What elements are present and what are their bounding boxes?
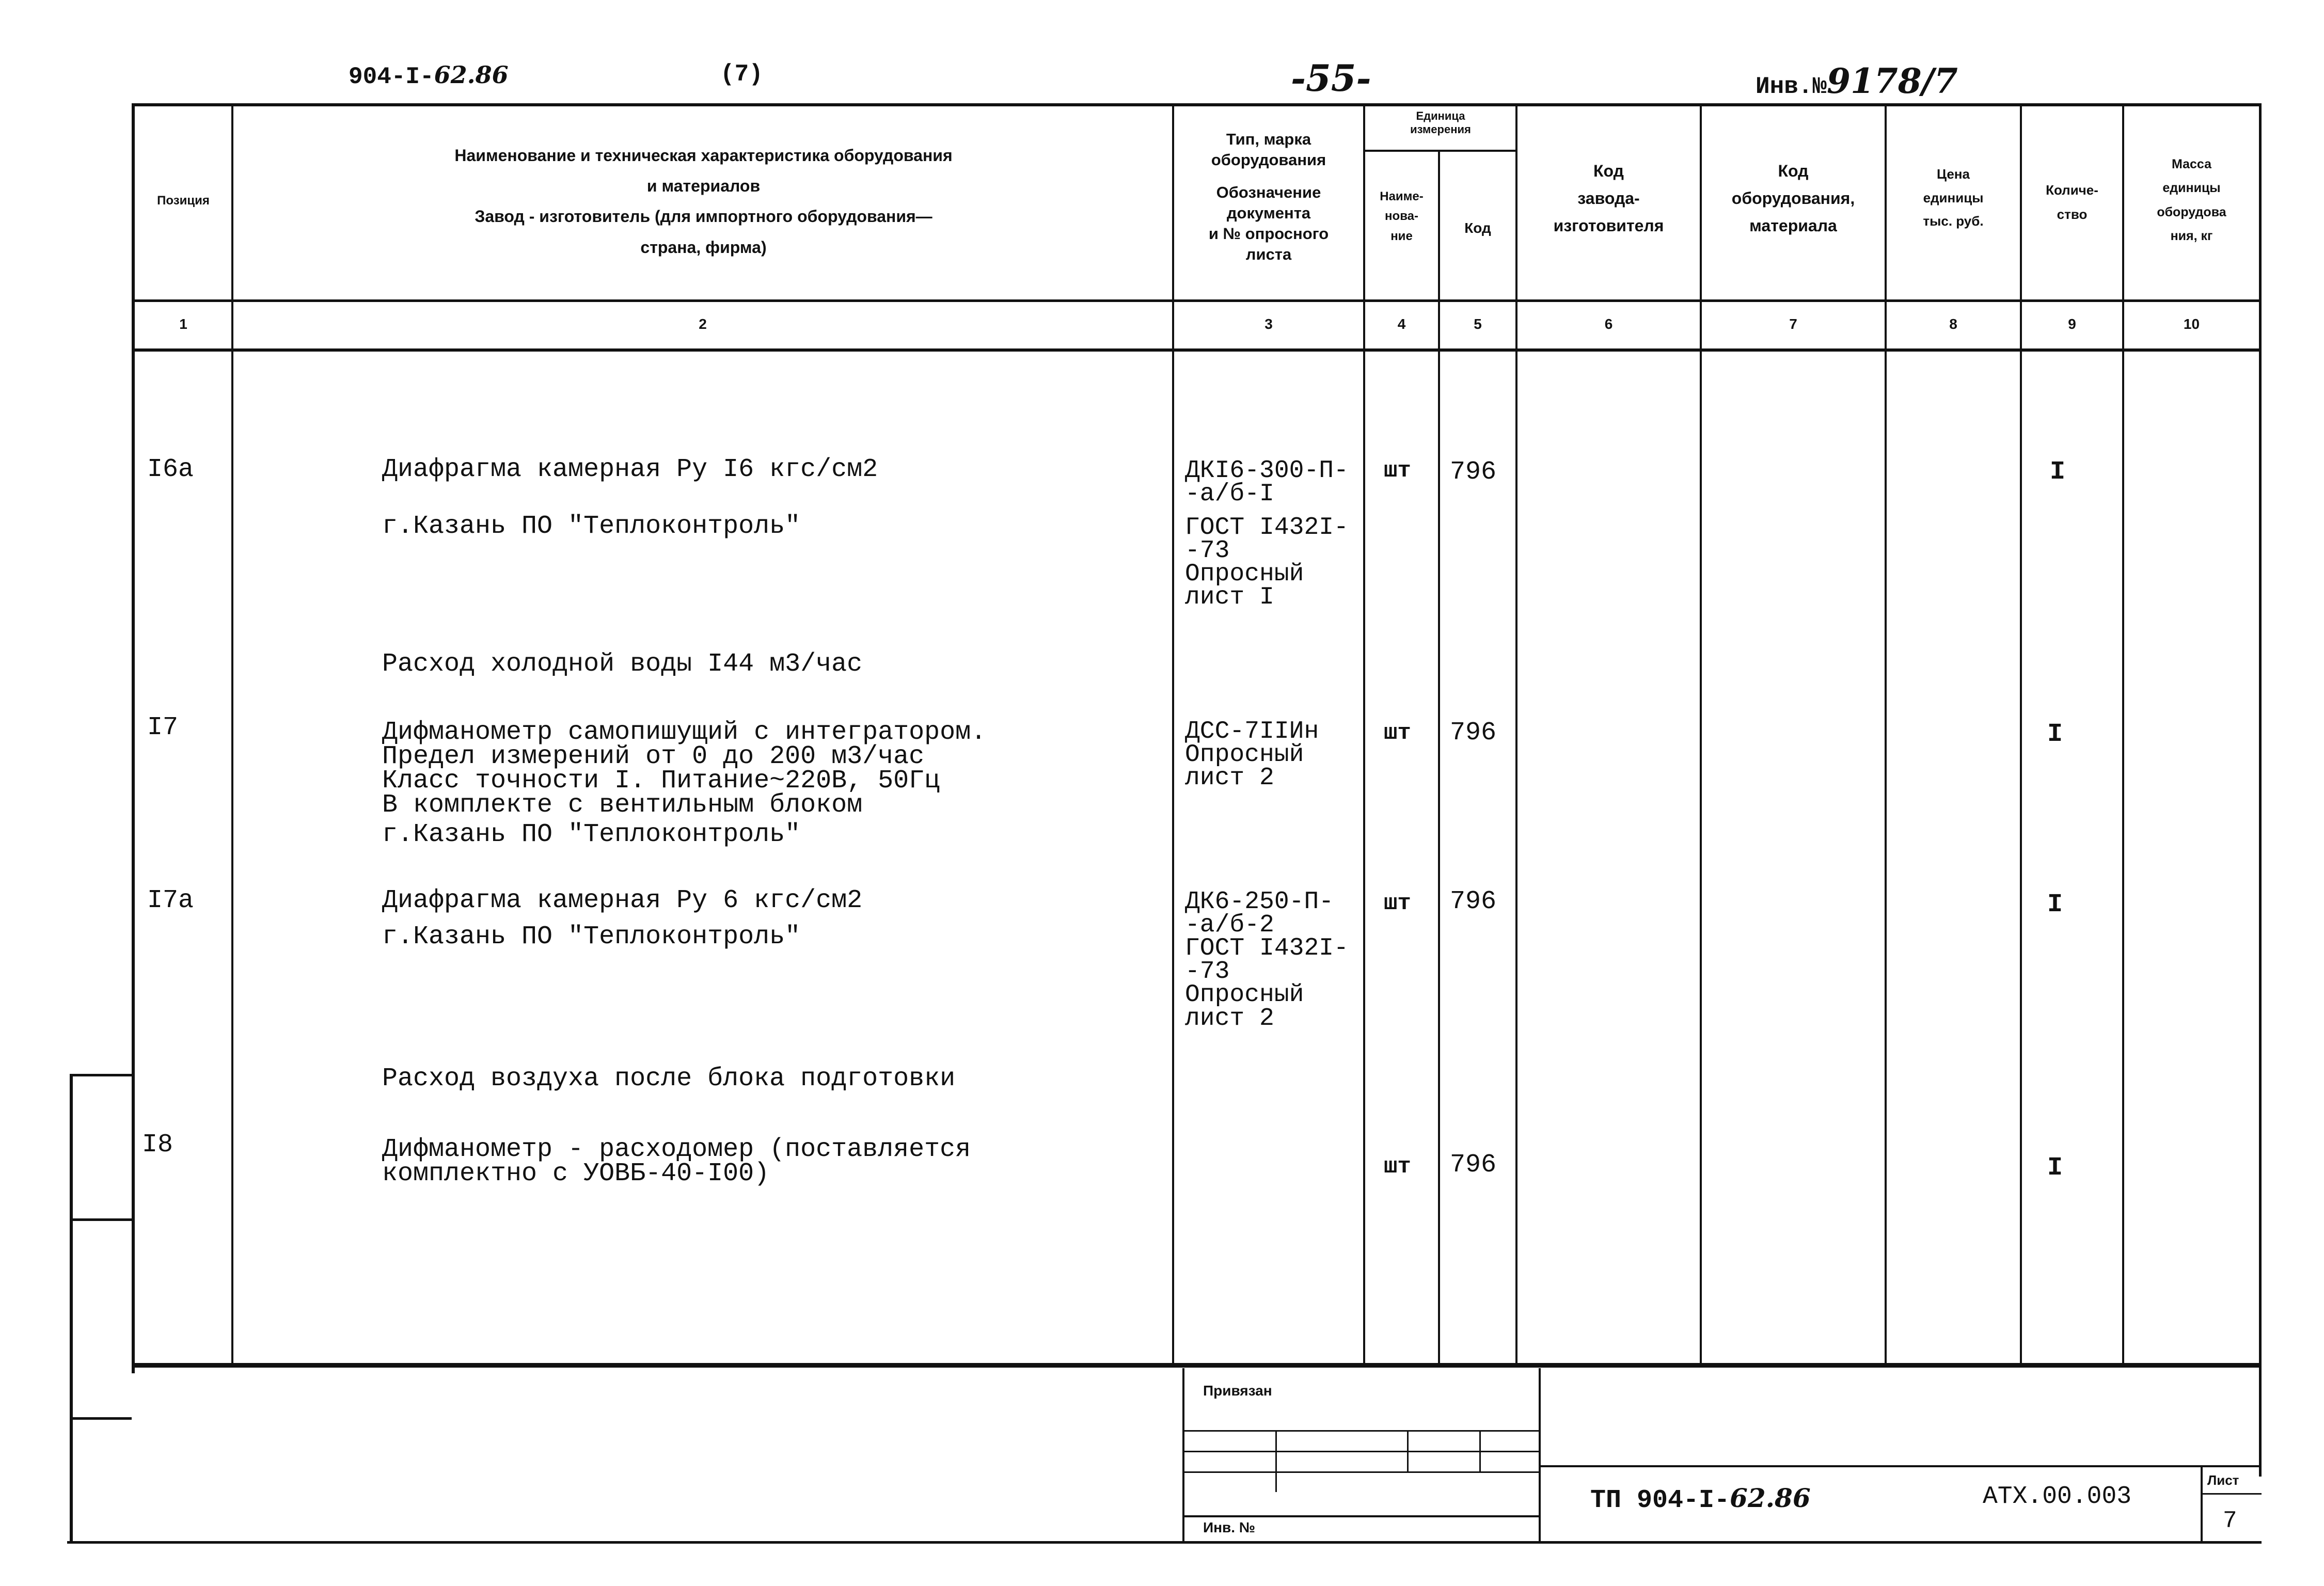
row-unit: шт — [1384, 458, 1411, 484]
header-unit-mass — [2124, 152, 2259, 248]
row-unit: шт — [1384, 891, 1411, 916]
header-unit-name — [1365, 187, 1438, 246]
header-unit-name-line1: Наиме- — [1380, 189, 1424, 203]
header-equip-line2: оборудования, — [1731, 188, 1855, 208]
row-quantity: I — [2047, 890, 2063, 919]
header-type-line1: Тип, марка — [1226, 130, 1311, 148]
row-unit-code: 796 — [1450, 887, 1497, 916]
row-standard: ГОСТ I432I- -73 Опросный лист I — [1185, 514, 1349, 612]
header-position: Позиция — [157, 194, 210, 208]
stamp-document-code — [1590, 1483, 1811, 1515]
row-maker: г.Казань ПО "Теплоконтроль" — [382, 512, 801, 541]
row-type: ДКI6-300-П- -а/б-I — [1185, 457, 1349, 509]
column-number-3: 3 — [1264, 316, 1273, 332]
section-heading: Расход воздуха после блока подготовки — [382, 1064, 956, 1093]
stamp-sheet-number: 7 — [2223, 1508, 2237, 1534]
stamp-document-handwritten: 62.86 — [1730, 1483, 1811, 1513]
header-type-line5: и № опросного — [1208, 225, 1329, 243]
header-mass-line4: ния, кг — [2170, 228, 2213, 243]
header-mfr-line3: изготовителя — [1553, 216, 1664, 235]
header-price-line3: тыс. руб. — [1923, 213, 1984, 229]
row-quantity: I — [2047, 1153, 2063, 1183]
row-name: Дифманометр самопишущий с интегратором. Предел измерений от 0 до 200 м3/час Класс точности I. Питание~220В, 50Гц В комплекте с вентильным блоком — [382, 718, 987, 820]
part-number: (7) — [720, 61, 763, 88]
header-mass-line1: Масса — [2171, 157, 2212, 171]
row-quantity: I — [2047, 720, 2063, 749]
header-unit-price — [1887, 163, 2020, 233]
header-name-line2: и материалов — [646, 177, 761, 196]
header-name-line1: Наименование и техническая характеристика оборудования — [454, 146, 953, 165]
header-type-line3: Обозначение — [1216, 183, 1321, 201]
row-position: I6a — [147, 455, 194, 484]
document-code-prefix: 904-I- — [349, 64, 434, 90]
header-mfr-line2: завода- — [1577, 188, 1640, 208]
header-type-line6: листа — [1245, 245, 1292, 264]
stamp-document-prefix: ТП 904-I- — [1590, 1486, 1730, 1515]
header-equipment-code — [1702, 157, 1885, 239]
header-unit — [1364, 109, 1517, 137]
column-number-9: 9 — [2068, 316, 2076, 332]
header-mass-line2: единицы — [2162, 181, 2221, 196]
header-price-line2: единицы — [1923, 189, 1984, 205]
row-position: I7 — [147, 713, 179, 742]
header-type-line4: документа — [1226, 203, 1311, 222]
header-qty-line2: ство — [2057, 206, 2088, 222]
row-maker: г.Казань ПО "Теплоконтроль" — [382, 820, 801, 849]
header-equip-line1: Код — [1778, 162, 1809, 180]
row-maker: г.Казань ПО "Теплоконтроль" — [382, 922, 801, 951]
column-number-7: 7 — [1789, 316, 1797, 332]
column-number-1: 1 — [179, 316, 187, 332]
row-unit-code: 796 — [1450, 718, 1497, 748]
row-unit: шт — [1384, 1154, 1411, 1180]
row-name: Диафрагма камерная Ру 6 кгс/см2 — [382, 886, 863, 915]
row-unit-code: 796 — [1450, 457, 1497, 487]
column-number-6: 6 — [1604, 316, 1613, 332]
header-unit-name-line3: ние — [1390, 229, 1413, 243]
row-name: Диафрагма камерная Ру I6 кгс/см2 — [382, 455, 878, 484]
row-position: I7a — [147, 886, 194, 915]
header-type-mark — [1174, 129, 1363, 265]
header-unit-code: Код — [1464, 220, 1491, 236]
column-number-10: 10 — [2183, 316, 2200, 332]
inventory-number — [1756, 61, 1958, 101]
inventory-handwritten: 9178/7 — [1827, 61, 1958, 101]
header-mass-line3: оборудова — [2157, 204, 2226, 219]
page-number: -55- — [1291, 57, 1371, 100]
column-number-5: 5 — [1474, 316, 1482, 332]
document-code — [349, 61, 509, 90]
header-type-line2: оборудования — [1211, 151, 1326, 169]
section-heading: Расход холодной воды I44 м3/час — [382, 649, 863, 679]
document-code-handwritten: 62.86 — [434, 61, 509, 89]
stamp-inventory-no: Инв. № — [1203, 1519, 1256, 1535]
row-position: I8 — [142, 1130, 173, 1160]
column-number-4: 4 — [1397, 316, 1406, 332]
inventory-label: Инв.№ — [1756, 73, 1827, 100]
header-price-line1: Цена — [1937, 166, 1970, 182]
header-unit-line1: Единица — [1416, 109, 1465, 122]
stamp-drawing-code: АТХ.00.003 — [1983, 1483, 2132, 1511]
row-unit-code: 796 — [1450, 1150, 1497, 1180]
row-unit: шт — [1384, 720, 1411, 746]
row-quantity: I — [2050, 457, 2066, 487]
header-quantity — [2022, 178, 2122, 227]
header-unit-name-line2: нова- — [1385, 209, 1418, 224]
header-equip-line3: материала — [1749, 216, 1837, 235]
column-number-2: 2 — [699, 316, 707, 332]
row-name: Дифманометр - расходомер (поставляется комплектно с УОВБ-40-I00) — [382, 1135, 971, 1188]
stamp-privyazan: Привязан — [1203, 1383, 1272, 1399]
header-mfr-line1: Код — [1593, 162, 1624, 180]
header-manufacturer-code — [1517, 157, 1700, 239]
row-type: ДК6-250-П- -а/б-2 ГОСТ I432I- -73 Опросный лист 2 — [1185, 888, 1349, 1033]
header-unit-line2: измерения — [1410, 123, 1471, 136]
header-name-line3: Завод - изготовитель (для импортного оборудования— — [475, 207, 932, 226]
row-type: ДСС-7IIИн Опросный лист 2 — [1185, 718, 1319, 792]
header-qty-line1: Количе- — [2046, 182, 2098, 198]
header-name-description — [235, 140, 1172, 263]
header-name-line4: страна, фирма) — [640, 237, 767, 257]
stamp-sheet-label: Лист — [2207, 1472, 2239, 1488]
column-number-8: 8 — [1949, 316, 1957, 332]
